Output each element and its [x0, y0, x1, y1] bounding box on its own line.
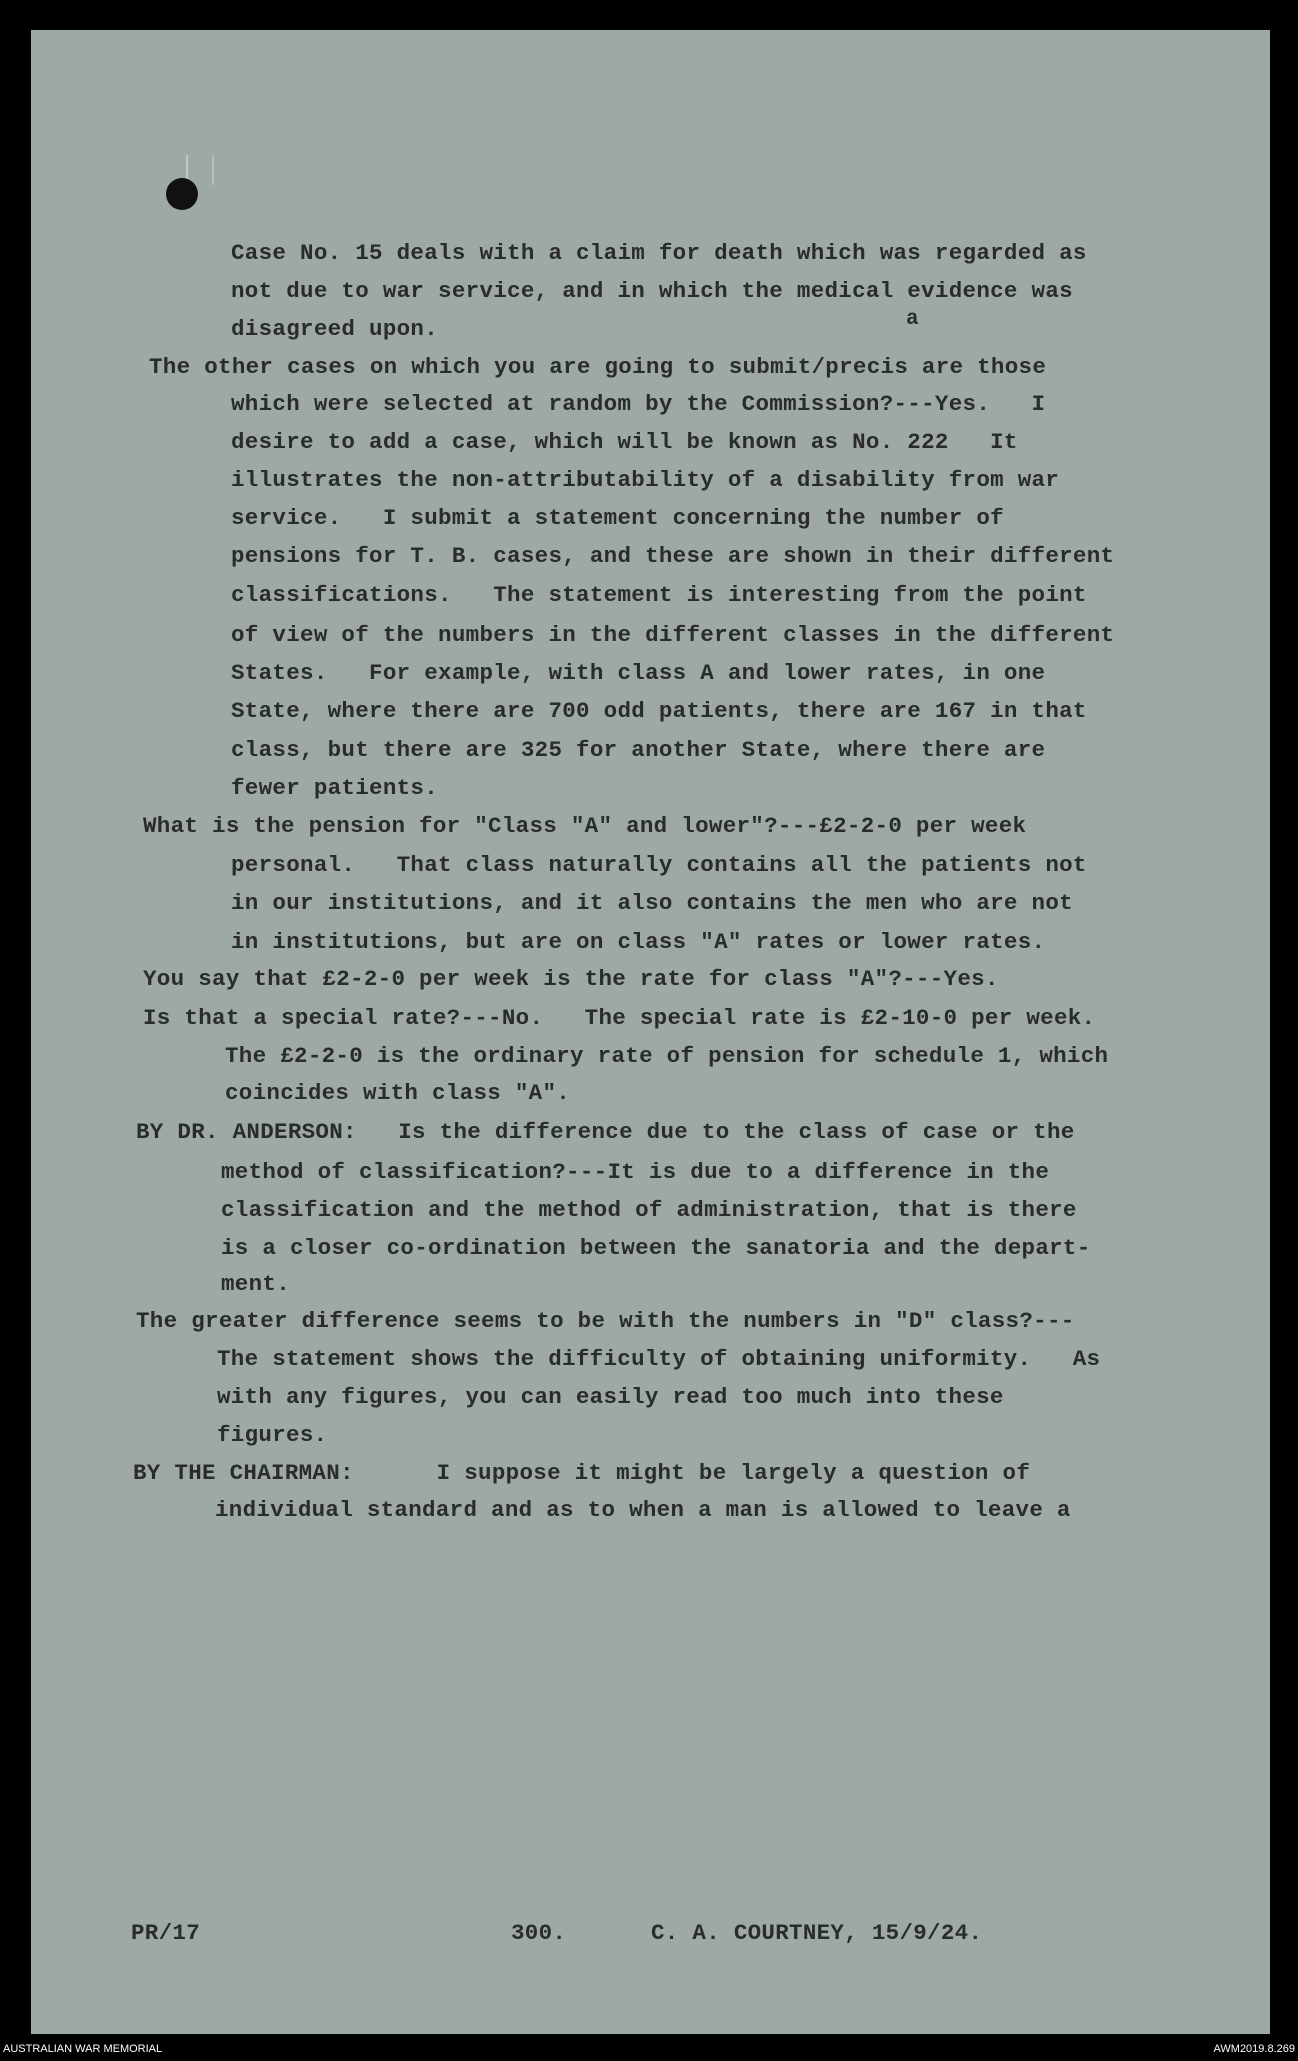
- transcript-line: coincides with class "A".: [225, 1080, 571, 1106]
- transcript-line: not due to war service, and in which the medical evidence was: [231, 278, 1073, 304]
- handwritten-insertion: a: [906, 308, 919, 331]
- transcript-line: illustrates the non-attributability of a disability from war: [231, 467, 1060, 493]
- transcript-line: States. For example, with class A and lower rates, in one: [231, 660, 1046, 686]
- footer-reporter: C. A. COURTNEY, 15/9/24.: [651, 1920, 983, 1946]
- transcript-line: BY DR. ANDERSON: Is the difference due to the class of case or the: [136, 1119, 1075, 1145]
- transcript-line: The statement shows the difficulty of obtaining uniformity. As: [217, 1346, 1101, 1372]
- transcript-line: classification and the method of administration, that is there: [221, 1197, 1077, 1223]
- transcript-line: ment.: [221, 1271, 291, 1297]
- transcript-line: fewer patients.: [231, 775, 439, 801]
- transcript-line: State, where there are 700 odd patients, there are 167 in that: [231, 698, 1087, 724]
- footer-ref: PR/17: [131, 1920, 201, 1946]
- archive-label: AUSTRALIAN WAR MEMORIAL: [3, 2043, 163, 2055]
- transcript-line: with any figures, you can easily read too much into these: [217, 1384, 1004, 1410]
- transcript-line: in institutions, but are on class "A" rates or lower rates.: [231, 929, 1046, 955]
- transcript-line: The £2-2-0 is the ordinary rate of pension for schedule 1, which: [225, 1043, 1109, 1069]
- transcript-line: class, but there are 325 for another State, where there are: [231, 737, 1046, 763]
- transcript-line: The other cases on which you are going to submit/precis are those: [149, 354, 1047, 380]
- transcript-line: desire to add a case, which will be known as No. 222 It: [231, 429, 1018, 455]
- transcript-line: which were selected at random by the Commission?---Yes. I: [231, 391, 1046, 417]
- transcript-line: personal. That class naturally contains all the patients not: [231, 852, 1087, 878]
- transcript-line: in our institutions, and it also contains the men who are not: [231, 890, 1073, 916]
- transcript-line: What is the pension for "Class "A" and lower"?---£2-2-0 per week: [143, 813, 1027, 839]
- punch-hole: [166, 178, 198, 210]
- transcript-line: The greater difference seems to be with the numbers in "D" class?---: [136, 1308, 1075, 1334]
- transcript-line: disagreed upon.: [231, 316, 439, 342]
- transcript-line: pensions for T. B. cases, and these are shown in their different: [231, 543, 1115, 569]
- footer-page-number: 300.: [511, 1920, 567, 1946]
- transcript-line: method of classification?---It is due to a difference in the: [221, 1159, 1050, 1185]
- transcript-line: of view of the numbers in the different classes in the different: [231, 622, 1115, 648]
- transcript-line: figures.: [217, 1422, 328, 1448]
- archive-id: AWM2019.8.269: [1213, 2043, 1295, 2055]
- transcript-line: BY THE CHAIRMAN: I suppose it might be largely a question of: [133, 1460, 1031, 1486]
- transcript-line: service. I submit a statement concerning the number of: [231, 505, 1004, 531]
- transcript-line: Case No. 15 deals with a claim for death which was regarded as: [231, 240, 1087, 266]
- transcript-line: individual standard and as to when a man is allowed to leave a: [215, 1497, 1071, 1523]
- document-page: [31, 30, 1270, 2034]
- transcript-line: You say that £2-2-0 per week is the rate for class "A"?---Yes.: [143, 966, 999, 992]
- transcript-line: Is that a special rate?---No. The special rate is £2-10-0 per week.: [143, 1005, 1096, 1031]
- transcript-line: is a closer co-ordination between the sanatoria and the depart-: [221, 1235, 1091, 1261]
- transcript-line: classifications. The statement is interesting from the point: [231, 582, 1087, 608]
